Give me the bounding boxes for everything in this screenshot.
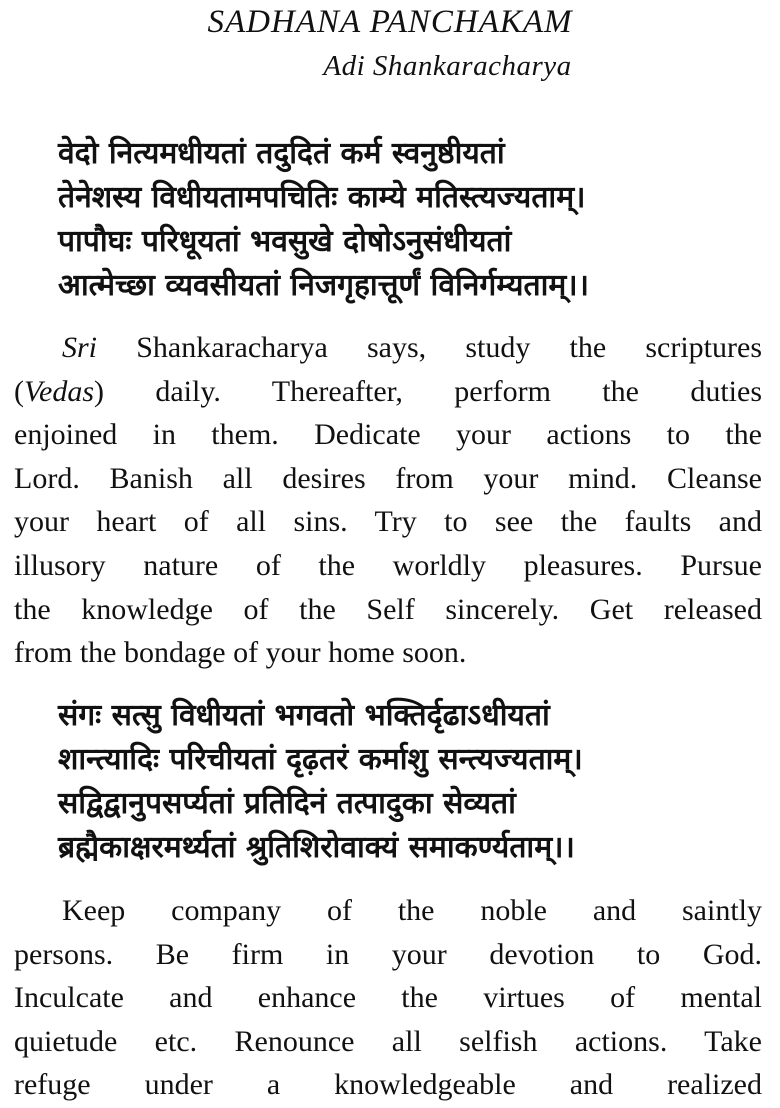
italic-text: Vedas [24, 374, 94, 408]
verse-line: वेदो नित्यमधीयतां तदुदितं कर्म स्वनुष्ठीयतां [58, 136, 505, 171]
author-name: Adi Shankaracharya [323, 50, 572, 82]
text-segment: Shankaracharya says, study the scriptures [97, 331, 762, 364]
text-segment: Lord. Banish all desires from your mind. Cleanse [14, 461, 762, 495]
verse-line: आत्मेच्छा व्यवसीयतां निजगृहात्तूर्णं विनिर्गम्यताम्।। [58, 268, 590, 303]
paragraph-line [14, 370, 762, 414]
paragraph-line [14, 413, 762, 457]
sanskrit-verse-2 [58, 694, 738, 870]
verse-line: तेनेशस्य विधीयतामपचितिः काम्ये मतिस्त्यज्यताम्। [58, 180, 586, 215]
commentary-paragraph-2 [14, 889, 762, 1107]
paragraph-line [14, 889, 762, 933]
page-title: SADHANA PANCHAKAM [207, 4, 573, 40]
paragraph-line [14, 976, 762, 1020]
verse-line: शान्त्यादिः परिचीयतां दृढ़तरं कर्माशु सन्त्यज्यताम्। [58, 742, 583, 777]
paragraph-line [14, 588, 762, 632]
text-segment: illusory nature of the worldly pleasures. Pursue [14, 548, 762, 582]
verse-line: ब्रह्मैकाक्षरमर्थ्यतां श्रुतिशिरोवाक्यं समाकर्ण्यताम्।। [58, 830, 575, 865]
paragraph-line [14, 1063, 762, 1107]
commentary-paragraph-1 [14, 326, 762, 675]
text-segment: your heart of all sins. Try to see the faults and [14, 505, 762, 539]
paragraph-line [14, 631, 762, 675]
paragraph-line [14, 544, 762, 588]
text-segment: ( [14, 374, 24, 408]
paragraph-line [14, 500, 762, 544]
text-segment: the knowledge of the Self sincerely. Get released [14, 592, 762, 626]
text-segment: persons. Be firm in your devotion to God. [14, 937, 762, 971]
text-segment: Keep company of the noble and saintly [62, 894, 762, 927]
text-segment: refuge under a knowledgeable and realized [14, 1068, 762, 1102]
verse-line: संगः सत्सु विधीयतां भगवतो भक्तिर्दृढाऽधीयतां [58, 698, 550, 733]
sanskrit-verse-1 [58, 132, 738, 308]
italic-text: Sri [62, 331, 98, 364]
verse-line: पापौघः परिधूयतां भवसुखे दोषोऽनुसंधीयतां [58, 224, 512, 259]
paragraph-line [14, 1020, 762, 1064]
verse-line: सद्विद्वानुपसर्प्यतां प्रतिदिनं तत्पादुका सेव्यतां [58, 786, 516, 821]
paragraph-line [14, 457, 762, 501]
text-segment: Inculcate and enhance the virtues of mental [14, 981, 762, 1015]
paragraph-line [14, 933, 762, 977]
paragraph-line [14, 326, 762, 370]
text-segment: quietude etc. Renounce all selfish actions. Take [14, 1024, 762, 1058]
text-segment: enjoined in them. Dedicate your actions to the [14, 418, 762, 452]
text-segment: from the bondage of your home soon. [14, 636, 467, 670]
text-segment: ) daily. Thereafter, perform the duties [94, 374, 762, 408]
